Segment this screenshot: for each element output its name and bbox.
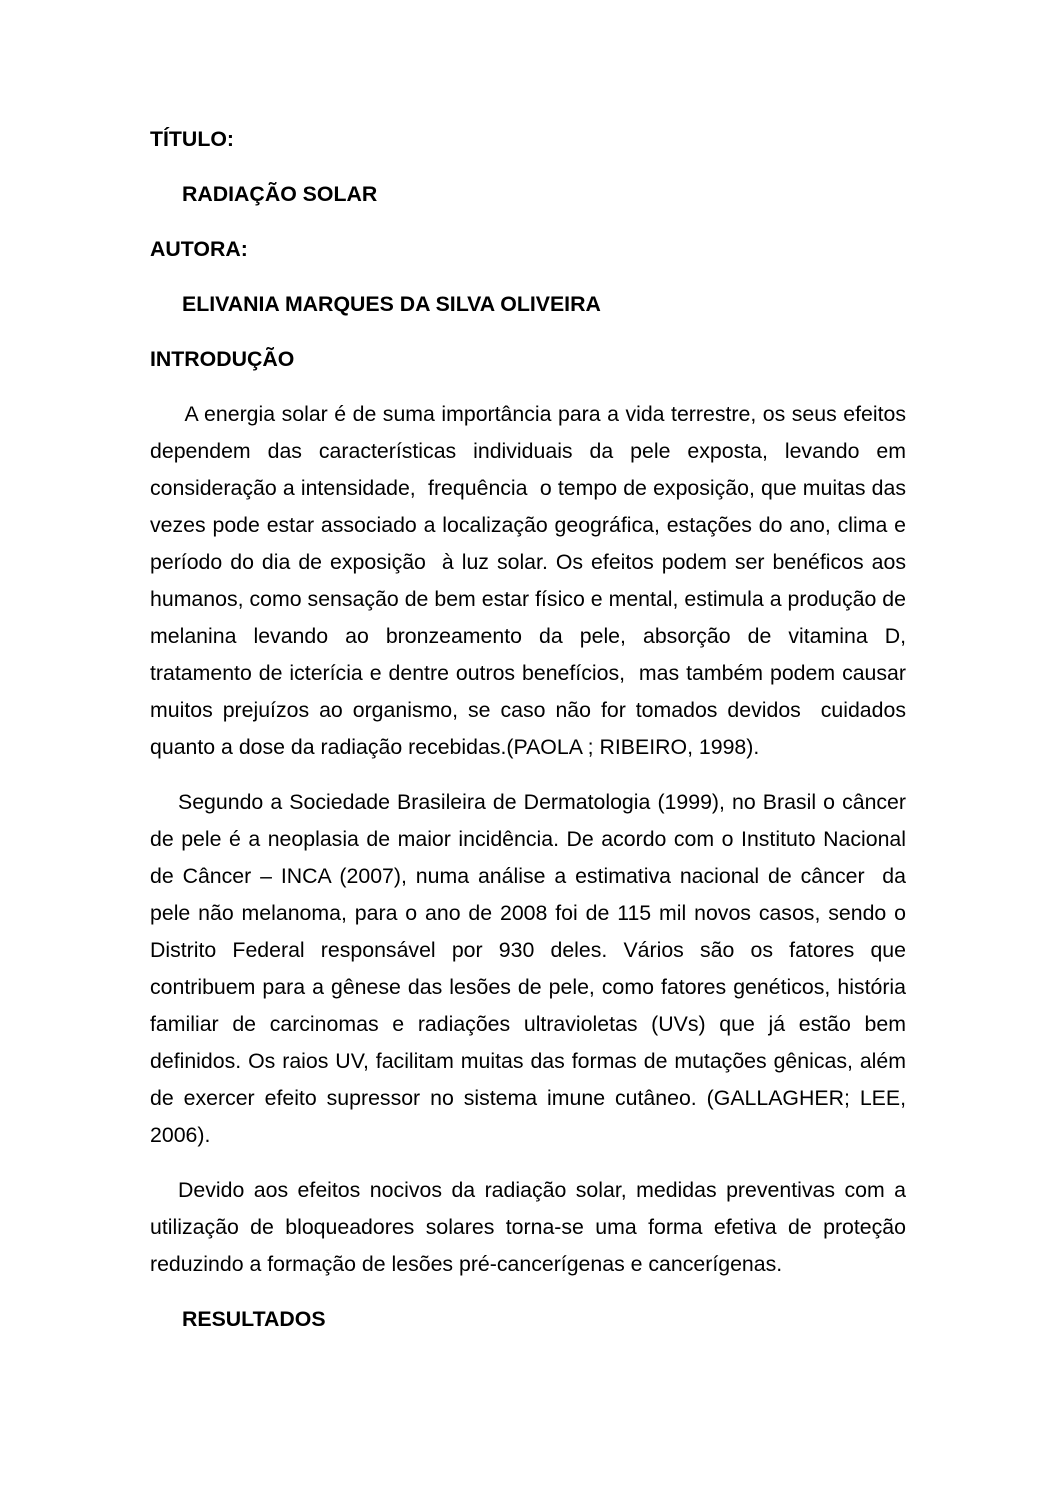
introduction-paragraph-3: Devido aos efeitos nocivos da radiação solar, medidas preventivas com a utilização de bloqueadores solares torna-se uma forma efetiva de proteção reduzindo a formação de lesões pré-cancerígenas e cancerígenas. xyxy=(150,1178,906,1276)
document-author: ELIVANIA MARQUES DA SILVA OLIVEIRA xyxy=(182,292,601,316)
title-label: TÍTULO: xyxy=(150,127,234,151)
section-results-heading: RESULTADOS xyxy=(182,1307,326,1331)
introduction-paragraph-2: Segundo a Sociedade Brasileira de Dermatologia (1999), no Brasil o câncer de pele é a neoplasia de maior incidência. De acordo com o Instituto Nacional de Câncer – INCA (2007), numa análise a estimativa nacional de câncer da pele não melanoma, para o ano de 2008 foi de 115 mil novos casos, sendo o Distrito Federal responsável por 930 deles. Vários são os fatores que contribuem para a gênese das lesões de pele, como fatores genéticos, história familiar de carcinomas e radiações ultravioletas (UVs) que já estão bem definidos. Os raios UV, facilitam muitas das formas de mutações gênicas, além de exercer efeito supressor no sistema imune cutâneo. (GALLAGHER; LEE, 2006). xyxy=(150,790,906,1147)
author-label: AUTORA: xyxy=(150,237,248,261)
section-introduction-heading: INTRODUÇÃO xyxy=(150,347,295,371)
document-title: RADIAÇÃO SOLAR xyxy=(182,182,378,206)
introduction-paragraph-1: A energia solar é de suma importância para a vida terrestre, os seus efeitos dependem das características individuais da pele exposta, levando em consideração a intensidade, frequência o tempo de exposição, que muitas das vezes pode estar associado a localização geográfica, estações do ano, clima e período do dia de exposição à luz solar. Os efeitos podem ser benéficos aos humanos, como sensação de bem estar físico e mental, estimula a produção de melanina levando ao bronzeamento da pele, absorção de vitamina D, tratamento de icterícia e dentre outros benefícios, mas também podem causar muitos prejuízos ao organismo, se caso não for tomados devidos cuidados quanto a dose da radiação recebidas.(PAOLA ; RIBEIRO, 1998). xyxy=(150,402,906,759)
